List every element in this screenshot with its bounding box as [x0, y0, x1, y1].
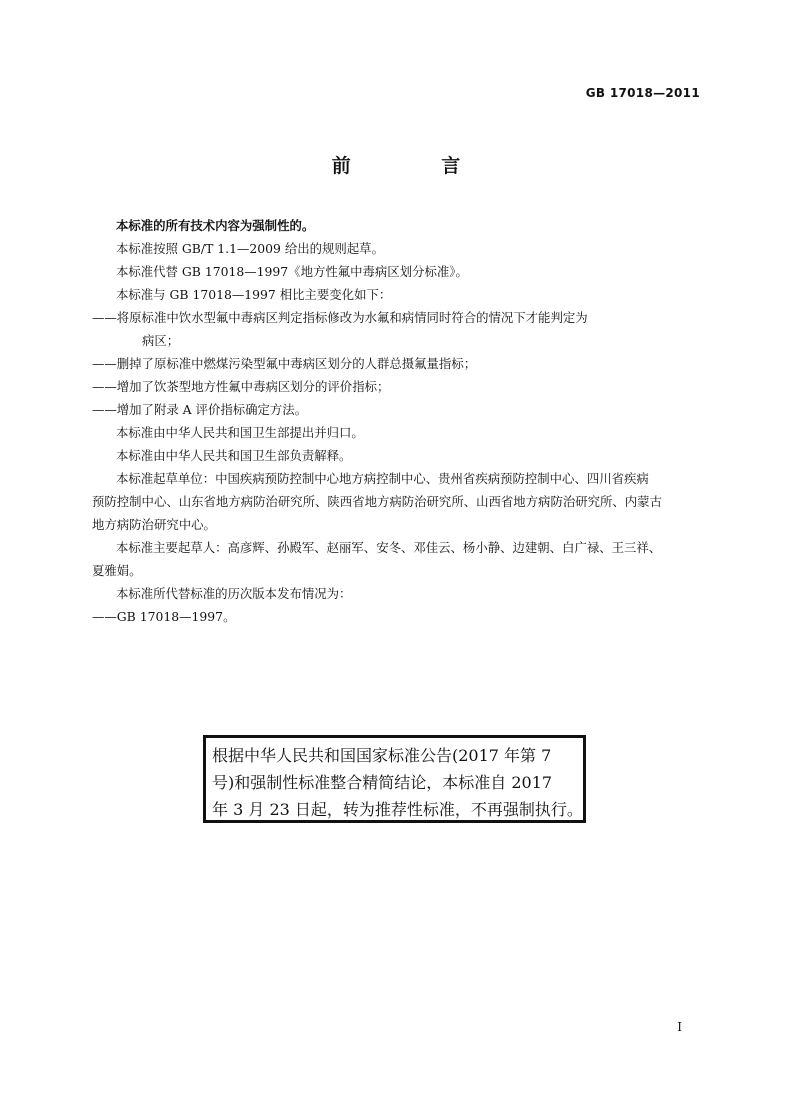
drafters-line-2: 夏雅娟。: [92, 563, 142, 578]
history-intro-paragraph: 本标准所代替标准的历次版本发布情况为：: [116, 586, 352, 601]
drafting-units-line-2: 预防控制中心、山东省地方病防治研究所、陕西省地方病防治研究所、山西省地方病防治研究所、内蒙古: [92, 494, 662, 509]
change-item-3: ——增加了饮茶型地方性氟中毒病区划分的评价指标；: [92, 379, 390, 394]
interpretation-paragraph: 本标准由中华人民共和国卫生部负责解释。: [116, 448, 352, 463]
proposer-paragraph: 本标准由中华人民共和国卫生部提出并归口。: [116, 425, 364, 440]
notice-line-3: 年 3 月 23 日起，转为推荐性标准，不再强制执行。: [212, 800, 583, 819]
standard-code: GB 17018—2011: [585, 86, 700, 100]
foreword-body: [92, 214, 704, 628]
change-item-1-line-2: 病区；: [142, 333, 180, 348]
change-item-4: ——增加了附录 A 评价指标确定方法。: [92, 402, 308, 417]
drafting-units-line-3: 地方病防治研究中心。: [92, 517, 216, 532]
changes-intro-paragraph: 本标准与 GB 17018—1997 相比主要变化如下：: [116, 287, 392, 302]
mandatory-statement: 本标准的所有技术内容为强制性的。: [116, 218, 315, 233]
notice-line-1: 根据中华人民共和国国家标准公告(2017 年第 7: [212, 746, 552, 765]
page-number: I: [677, 1020, 682, 1034]
drafting-units-line-1: 本标准起草单位：中国疾病预防控制中心地方病控制中心、贵州省疾病预防控制中心、四川省疾病: [116, 471, 649, 486]
notice-box: [203, 735, 586, 823]
history-item: ——GB 17018—1997。: [92, 609, 236, 624]
change-item-1-line-1: ——将原标准中饮水型氟中毒病区判定指标修改为水氟和病情同时符合的情况下才能判定为: [92, 310, 588, 325]
replaces-paragraph: 本标准代替 GB 17018—1997《地方性氟中毒病区划分标准》。: [116, 264, 468, 279]
drafting-rules-paragraph: 本标准按照 GB/T 1.1—2009 给出的规则起草。: [116, 241, 384, 256]
page-title: 前 言: [331, 155, 503, 177]
notice-line-2: 号)和强制性标准整合精简结论，本标准自 2017: [212, 773, 553, 792]
drafters-line-1: 本标准主要起草人：高彦辉、孙殿军、赵丽军、安冬、邓佳云、杨小静、边建朝、白广禄、王三祥、: [116, 540, 662, 555]
change-item-2: ——删掉了原标准中燃煤污染型氟中毒病区划分的人群总摄氟量指标；: [92, 356, 477, 371]
